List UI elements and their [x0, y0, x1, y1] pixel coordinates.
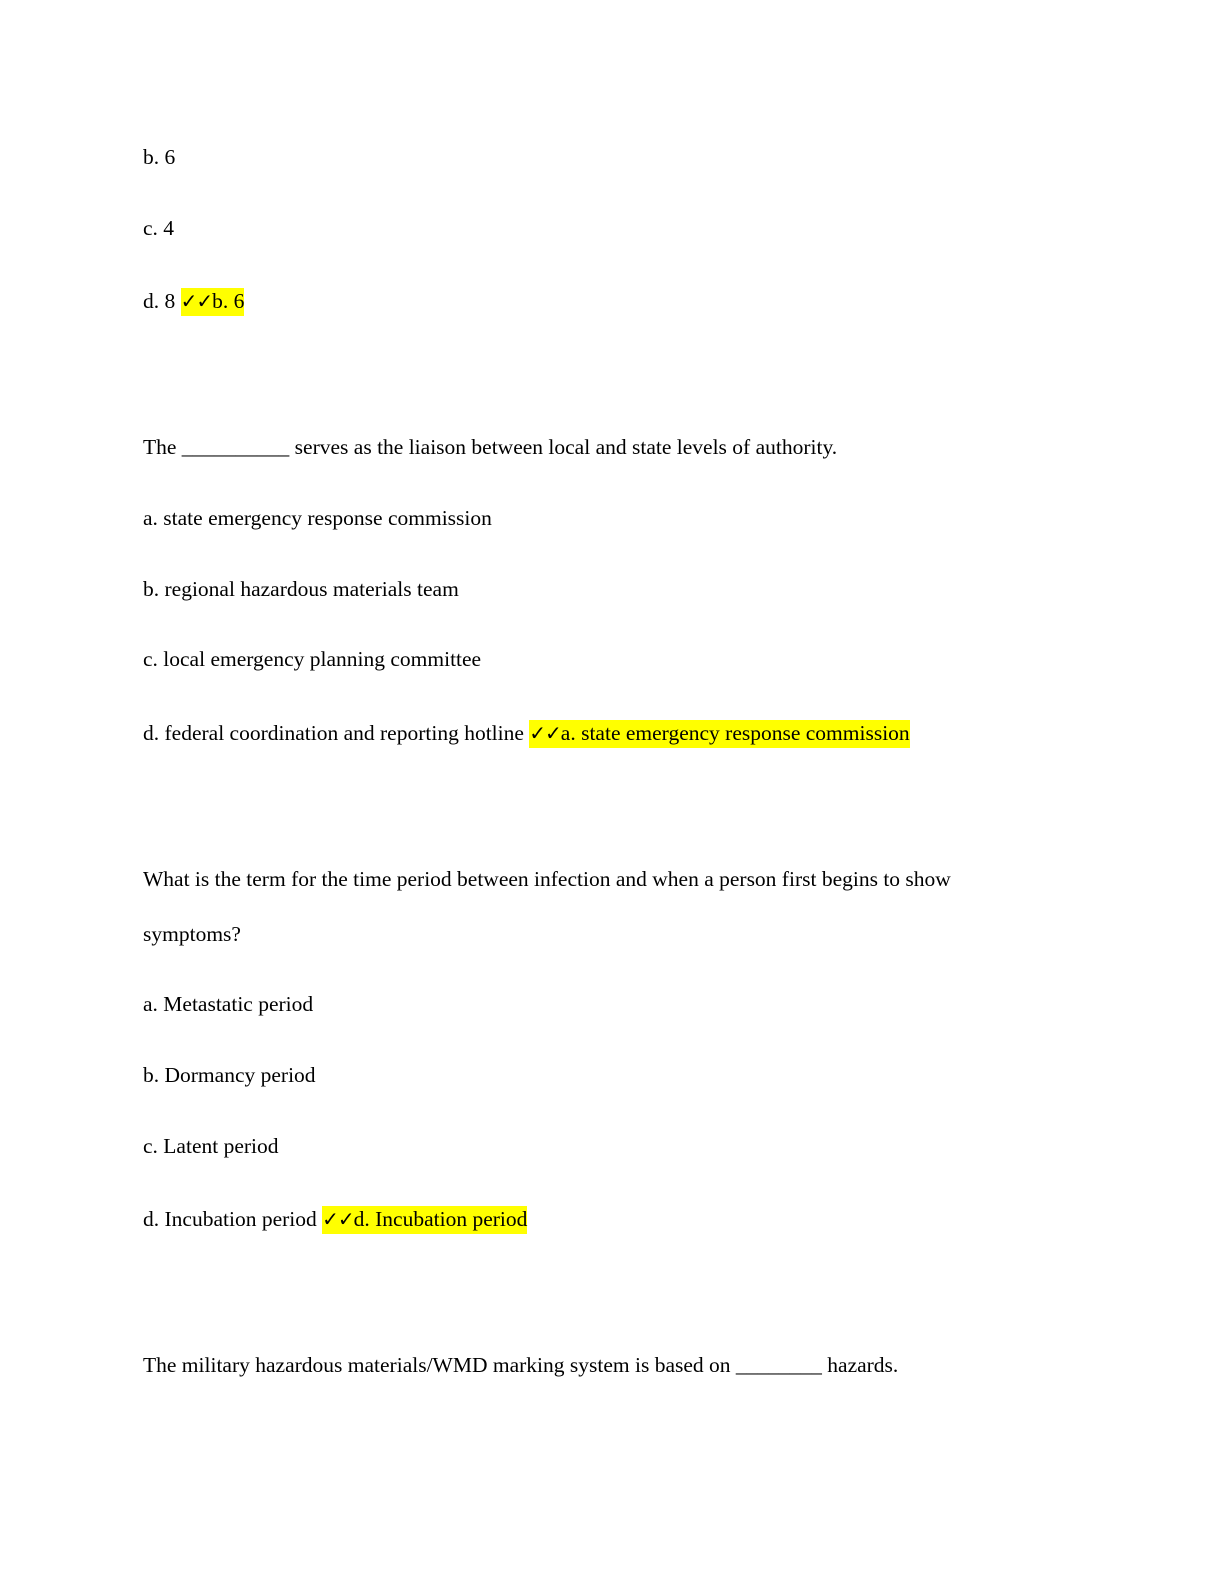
- q0-option-c-text: c. 4: [143, 216, 175, 240]
- q1-option-c-text: c. local emergency planning committee: [143, 647, 482, 671]
- q2-option-d: [143, 1205, 527, 1233]
- q1-question: [143, 433, 837, 461]
- checkmark-icon: ✓✓: [322, 1207, 354, 1231]
- q2-answer-highlight: [322, 1206, 527, 1234]
- q1-answer-text: a. state emergency response commission: [560, 721, 910, 745]
- q2-answer-text: d. Incubation period: [353, 1207, 528, 1231]
- q1-option-a-text: a. state emergency response commission: [143, 506, 492, 530]
- q1-option-a: [143, 504, 492, 532]
- q2-question-line2: [143, 920, 241, 948]
- q0-option-c: [143, 214, 174, 242]
- q3-question-text: The military hazardous materials/WMD marking system is based on ________ hazards.: [143, 1353, 899, 1377]
- q3-question: [143, 1351, 898, 1379]
- q0-option-b-text: b. 6: [143, 145, 176, 169]
- q2-question-line1: [143, 865, 951, 893]
- q0-answer-highlight: [181, 288, 245, 316]
- q2-option-b-text: b. Dormancy period: [143, 1063, 316, 1087]
- q1-option-c: [143, 645, 481, 673]
- q2-option-c: [143, 1132, 279, 1160]
- q2-option-c-text: c. Latent period: [143, 1134, 279, 1158]
- q1-option-b: [143, 575, 459, 603]
- q2-option-d-text: d. Incubation period: [143, 1207, 323, 1231]
- q0-option-b: [143, 143, 175, 171]
- q1-option-b-text: b. regional hazardous materials team: [143, 577, 459, 601]
- checkmark-icon: ✓✓: [180, 289, 213, 313]
- q1-option-d: [143, 719, 910, 747]
- q1-answer-highlight: [529, 720, 909, 748]
- q0-option-d-text: d. 8: [143, 289, 181, 313]
- q1-question-text: The __________ serves as the liaison between local and state levels of authority.: [143, 435, 838, 459]
- q2-question-line1-text: What is the term for the time period between infection and when a person first begins to show: [143, 867, 951, 891]
- q0-answer-text: b. 6: [212, 289, 245, 313]
- q0-option-d: [143, 287, 244, 315]
- q2-option-b: [143, 1061, 316, 1089]
- q1-option-d-text: d. federal coordination and reporting hotline: [143, 721, 530, 745]
- q2-question-line2-text: symptoms?: [143, 922, 241, 946]
- q2-option-a: [143, 990, 313, 1018]
- q2-option-a-text: a. Metastatic period: [143, 992, 314, 1016]
- checkmark-icon: ✓✓: [529, 721, 561, 745]
